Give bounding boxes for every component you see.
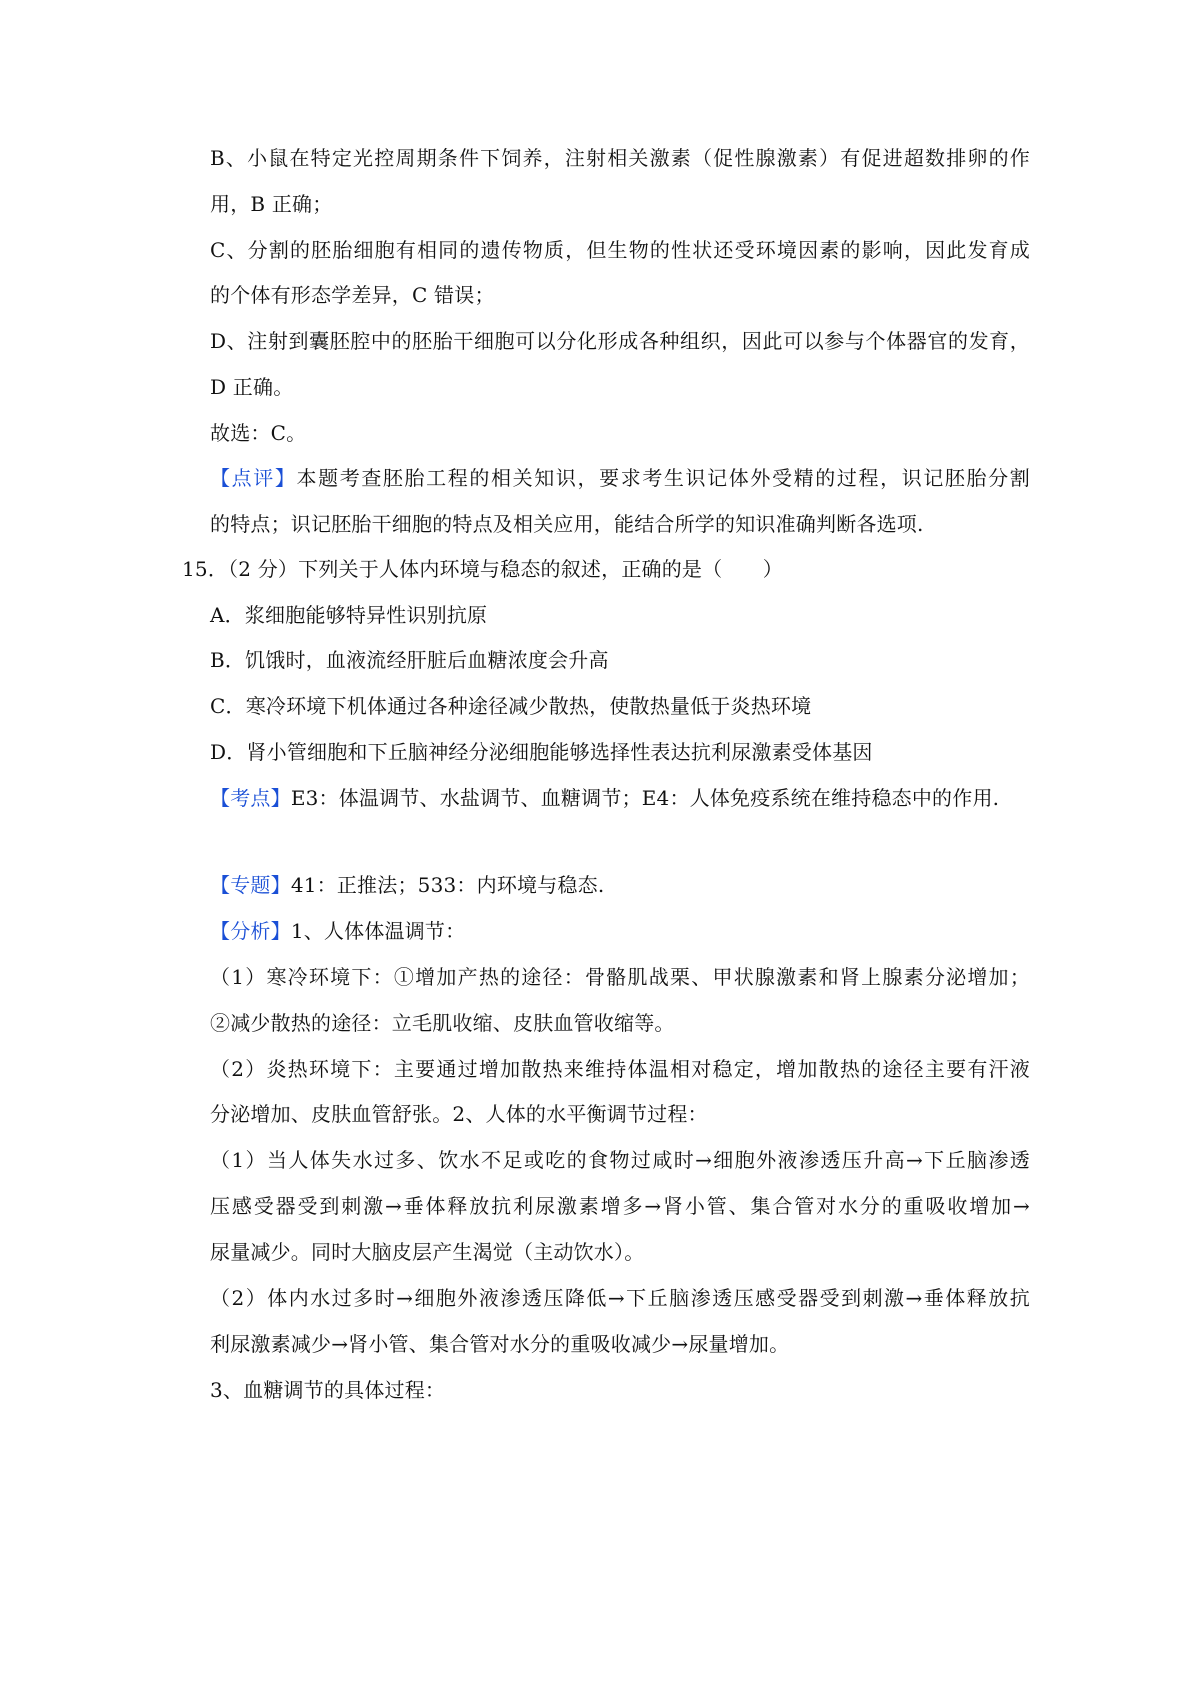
analysis-line: （1）寒冷环境下：①增加产热的途径：骨骼肌战栗、甲状腺激素和肾上腺素分泌增加；	[210, 965, 1030, 989]
option-b: B．饥饿时，血液流经肝脏后血糖浓度会升高	[210, 648, 609, 672]
option-a: A．浆细胞能够特异性识别抗原	[210, 603, 488, 627]
analysis-line: （2）体内水过多时→细胞外液渗透压降低→下丘脑渗透压感受器受到刺激→垂体释放抗	[210, 1286, 1030, 1310]
analysis-line: 尿量减少。同时大脑皮层产生渴觉（主动饮水）。	[210, 1240, 645, 1264]
question-stem: 15．（2 分）下列关于人体内环境与稳态的叙述，正确的是（ ）	[182, 557, 783, 581]
text-line: 用，B 正确；	[210, 192, 333, 216]
option-c: C．寒冷环境下机体通过各种途径减少散热，使散热量低于炎热环境	[210, 694, 812, 718]
text-line: B、小鼠在特定光控周期条件下饲养，注射相关激素（促性腺激素）有促进超数排卵的作	[210, 146, 1030, 170]
fenxi-text: 1、人体体温调节：	[290, 919, 466, 943]
analysis-line: （2）炎热环境下：主要通过增加散热来维持体温相对稳定，增加散热的途径主要有汗液	[210, 1057, 1030, 1081]
analysis-line: ②减少散热的途径：立毛肌收缩、皮肤血管收缩等。	[210, 1011, 675, 1035]
zhuanti-section	[210, 871, 1030, 899]
analysis-line: 压感受器受到刺激→垂体释放抗利尿激素增多→肾小管、集合管对水分的重吸收增加→	[210, 1194, 1030, 1218]
comment-tag: 【点评】	[210, 466, 297, 490]
option-d: D．肾小管细胞和下丘脑神经分泌细胞能够选择性表达抗利尿激素受体基因	[210, 740, 873, 764]
analysis-line: 3、血糖调节的具体过程：	[210, 1378, 446, 1402]
answer-line: 故选：C。	[210, 421, 307, 445]
comment-section	[210, 464, 1030, 492]
kaodian-section	[210, 784, 1030, 812]
kaodian-tag: 【考点】	[210, 786, 291, 810]
comment-text: 本题考查胚胎工程的相关知识，要求考生识记体外受精的过程，识记胚胎分割	[296, 466, 1030, 490]
text-line: C、分割的胚胎细胞有相同的遗传物质，但生物的性状还受环境因素的影响，因此发育成	[210, 238, 1030, 262]
zhuanti-tag: 【专题】	[210, 873, 291, 897]
text-line: D 正确。	[210, 375, 294, 399]
analysis-line: （1）当人体失水过多、饮水不足或吃的食物过咸时→细胞外液渗透压升高→下丘脑渗透	[210, 1148, 1030, 1172]
zhuanti-text: 41：正推法；533：内环境与稳态.	[290, 873, 605, 897]
text-line: D、注射到囊胚腔中的胚胎干细胞可以分化形成各种组织，因此可以参与个体器官的发育，	[210, 329, 1030, 353]
fenxi-section	[210, 917, 1030, 945]
fenxi-tag: 【分析】	[210, 919, 291, 943]
text-line: 的个体有形态学差异，C 错误；	[210, 283, 495, 307]
kaodian-text: E3：体温调节、水盐调节、血糖调节；E4：人体免疫系统在维持稳态中的作用.	[290, 786, 1000, 810]
analysis-line: 利尿激素减少→肾小管、集合管对水分的重吸收减少→尿量增加。	[210, 1332, 790, 1356]
analysis-line: 分泌增加、皮肤血管舒张。2、人体的水平衡调节过程：	[210, 1102, 708, 1126]
comment-text-continued: 的特点；识记胚胎干细胞的特点及相关应用，能结合所学的知识准确判断各选项.	[210, 512, 924, 536]
